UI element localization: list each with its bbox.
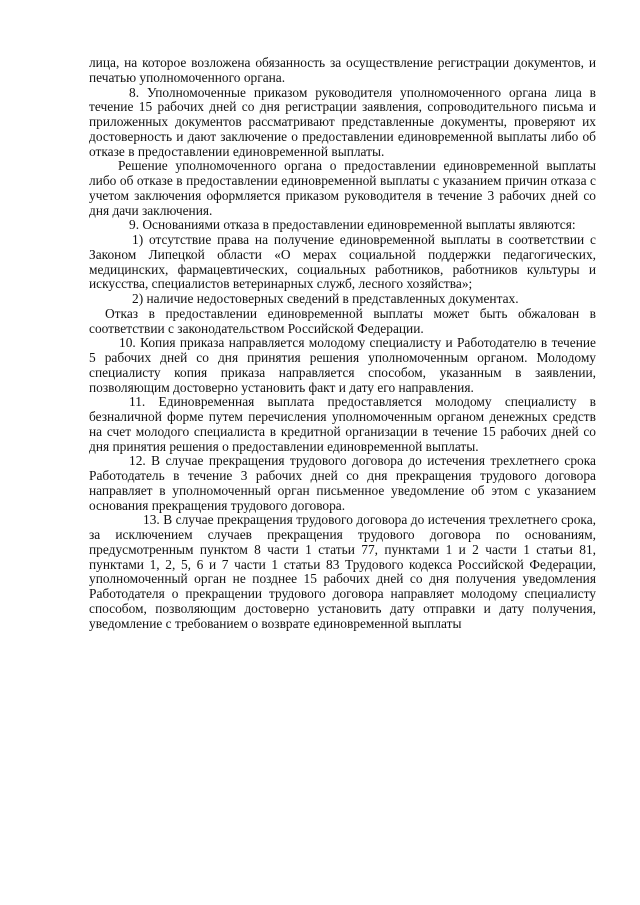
paragraph-13: 13. В случае прекращения трудового договора до истечения трехлетнего срока, за исключением случаев прекращения трудового договора по основаниям, предусмотренным пунктом 8 части 1 статьи 77, пунктами 1 и 2 части 1 статьи 81, пунктами 1, 2, 5, 6 и 7 части 1 статьи 83 Трудового кодекса Российской Федерации, уполномоченный орган не позднее 15 рабочих дней со дня получения уведомления Работодателя о прекращении трудового договора направляет молодому специалисту способом, позволяющим достоверно установить дату отправки и дату получения, уведомление с требованием о возврате единовременной выплаты — [89, 512, 596, 631]
paragraph-10: 10. Копия приказа направляется молодому специалисту и Работодателю в течение 5 рабочих дней со дня принятия решения уполномоченным органом. Молодому специалисту копия приказа направляется способом, указанным в заявлении, позволяющим достоверно установить факт и дату его направления. — [89, 335, 596, 395]
paragraph-9: 9. Основаниями отказа в предоставлении единовременной выплаты являются: — [129, 217, 576, 233]
paragraph-decision: Решение уполномоченного органа о предоставлении единовременной выплаты либо об отказе в предоставлении единовременной выплаты с указанием причин отказа с учетом заключения оформляется приказом руководителя в течение 3 рабочих дней со дня дачи заключения. — [89, 158, 596, 218]
list-item-2: 2) наличие недостоверных сведений в представленных документах. — [132, 291, 519, 306]
paragraph-11: 11. Единовременная выплата предоставляется молодому специалисту в безналичной форме путем перечисления уполномоченным органом денежных средств на счет молодого специалиста в кредитной организации в течение 15 рабочих дней со дня принятия решения о предоставлении единовременной выплаты. — [89, 394, 596, 454]
paragraph-8: 8. Уполномоченные приказом руководителя уполномоченного органа лица в течение 15 рабочих дней со дня регистрации заявления, сопроводительного письма и приложенных документов рассматривают представленные документы, проверяют их достоверность и дают заключение о предоставлении единовременной выплаты либо об отказе в предоставлении единовременной выплаты. — [89, 84, 596, 159]
paragraph-registration-continuation: лица, на которое возложена обязанность за осуществление регистрации документов, и печатью уполномоченного органа. — [89, 55, 596, 85]
paragraph-12: 12. В случае прекращения трудового договора до истечения трехлетнего срока Работодатель в течение 3 рабочих дней со дня прекращения трудового договора направляет в уполномоченный орган письменное уведомление об этом с указанием основания прекращения трудового договора. — [89, 453, 596, 513]
document-body — [89, 56, 596, 631]
list-item-1: 1) отсутствие права на получение единовременной выплаты в соответствии с Законом Липецкой области «О мерах социальной поддержки педагогических, медицинских, фармацевтических, социальных работников, работников культуры и искусства, специалистов ветеринарных служб, лесного хозяйства»; — [89, 232, 596, 292]
paragraph-appeal: Отказ в предоставлении единовременной выплаты может быть обжалован в соответствии с законодательством Российской Федерации. — [89, 305, 596, 336]
